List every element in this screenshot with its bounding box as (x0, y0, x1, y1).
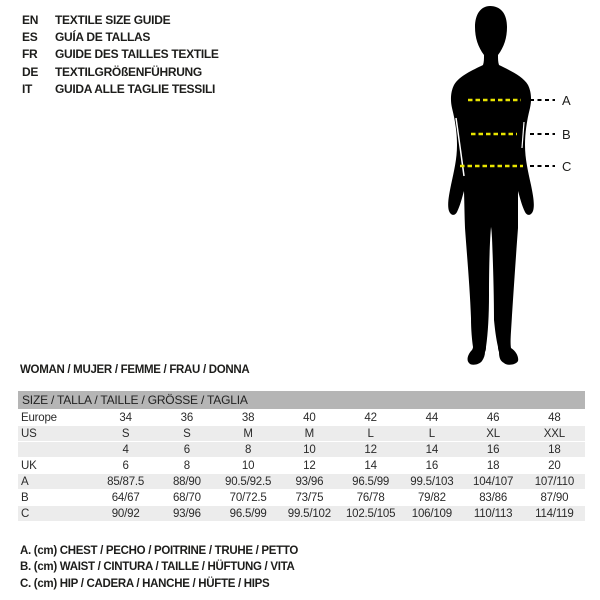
size-cell: 6 (122, 460, 129, 472)
size-cell: 12 (303, 460, 316, 472)
lang-code: EN (22, 12, 39, 27)
size-cell: XL (486, 428, 500, 440)
size-cell: 38 (241, 412, 255, 424)
size-cell: 42 (364, 412, 377, 424)
size-table (18, 391, 585, 522)
marker-label-b: B (562, 127, 571, 142)
lang-code: ES (22, 29, 38, 44)
table-row-europe (18, 410, 585, 426)
size-cell: 99.5/102 (287, 508, 331, 520)
row-label: A (21, 476, 29, 488)
size-cell: 44 (425, 412, 439, 424)
size-cell: L (428, 428, 435, 440)
size-cell: 14 (364, 460, 377, 472)
table-header: SIZE / TALLA / TAILLE / GRÖSSE / TAGLIA (18, 391, 585, 409)
size-cell: 36 (180, 412, 194, 424)
row-label: C (21, 508, 30, 520)
size-cell: 93/96 (295, 476, 324, 488)
size-cell: XXL (543, 428, 565, 440)
size-cell: 110/113 (473, 508, 513, 520)
size-cell: S (183, 428, 191, 440)
table-row-hip (18, 506, 585, 522)
row-label (18, 442, 95, 457)
size-cell: 85/87.5 (107, 476, 145, 488)
size-cell: 99.5/103 (410, 476, 454, 488)
table-row-chest (18, 474, 585, 490)
lang-label: TEXTILGRÖßENFÜHRUNG (55, 64, 202, 79)
size-cell: 88/90 (172, 476, 201, 488)
size-cell: 106/109 (411, 508, 452, 520)
size-cell: M (304, 428, 315, 440)
lang-label: GUIDE DES TAILLES TEXTILE (55, 47, 219, 62)
row-label: B (21, 492, 29, 504)
size-cell: 18 (486, 460, 500, 472)
row-label: UK (21, 460, 37, 472)
size-cell: 68/70 (172, 492, 201, 504)
measurement-legend (20, 545, 298, 594)
size-cell: L (367, 428, 374, 440)
section-title: WOMAN / MUJER / FEMME / FRAU / DONNA (20, 364, 250, 376)
marker-label-a: A (562, 93, 571, 108)
size-cell: 8 (183, 460, 190, 472)
size-cell: S (121, 428, 130, 440)
size-cell: 93/96 (172, 508, 201, 520)
language-list (22, 11, 219, 97)
size-cell: 73/75 (295, 492, 324, 504)
lang-code: DE (22, 64, 39, 79)
legend-hip: C. (cm) HIP / CADERA / HANCHE / HÜFTE / HIPS (20, 577, 270, 590)
size-cell: 8 (245, 444, 252, 456)
size-cell: 104/107 (473, 476, 514, 488)
size-cell: 76/78 (356, 492, 385, 504)
lang-code: IT (22, 81, 33, 96)
lang-row-es (22, 28, 219, 45)
size-cell: 12 (364, 444, 377, 456)
size-cell: 96.5/99 (229, 508, 267, 520)
size-cell: 46 (486, 412, 500, 424)
lang-row-it (22, 80, 219, 97)
size-cell: 79/82 (417, 492, 446, 504)
size-cell: 14 (425, 444, 439, 456)
lang-label: GUÍA DE TALLAS (55, 29, 151, 44)
size-cell: 48 (548, 412, 561, 424)
size-cell: 16 (486, 444, 500, 456)
size-cell: 90.5/92.5 (225, 476, 272, 488)
size-cell: 90/92 (111, 508, 140, 520)
marker-label-c: C (562, 159, 572, 174)
lang-row-en (22, 11, 219, 28)
table-row-waist (18, 490, 585, 506)
size-cell: 4 (122, 444, 129, 456)
size-cell: M (243, 428, 253, 440)
size-cell: 102.5/105 (345, 508, 396, 520)
lang-label: TEXTILE SIZE GUIDE (55, 12, 171, 27)
lang-row-fr (22, 46, 219, 63)
size-cell: 10 (241, 460, 255, 472)
size-cell: 10 (303, 444, 316, 456)
size-cell: 107/110 (534, 476, 575, 488)
size-cell: 87/90 (540, 492, 569, 504)
table-row-us-letters (18, 426, 585, 442)
table-row-us-numbers (18, 442, 585, 458)
size-cell: 16 (425, 460, 439, 472)
legend-waist: B. (cm) WAIST / CINTURA / TAILLE / HÜFTUNG / VITA (20, 561, 295, 574)
size-cell: 70/72.5 (229, 492, 267, 504)
woman-silhouette (448, 6, 534, 365)
size-cell: 64/67 (111, 492, 140, 504)
row-label: US (21, 428, 37, 440)
size-cell: 114/119 (535, 508, 574, 520)
lang-code: FR (22, 47, 38, 62)
row-label: Europe (21, 412, 57, 424)
woman-silhouette-diagram (428, 0, 600, 372)
size-cell: 40 (303, 412, 316, 424)
size-cell: 18 (548, 444, 561, 456)
size-cell: 83/86 (479, 492, 508, 504)
size-cell: 20 (548, 460, 561, 472)
size-cell: 6 (183, 444, 190, 456)
table-row-uk (18, 458, 585, 474)
lang-row-de (22, 63, 219, 80)
legend-chest: A. (cm) CHEST / PECHO / POITRINE / TRUHE / PETTO (20, 545, 299, 557)
size-cell: 96.5/99 (352, 476, 390, 488)
lang-label: GUIDA ALLE TAGLIE TESSILI (55, 81, 216, 96)
size-cell: 34 (119, 412, 132, 424)
